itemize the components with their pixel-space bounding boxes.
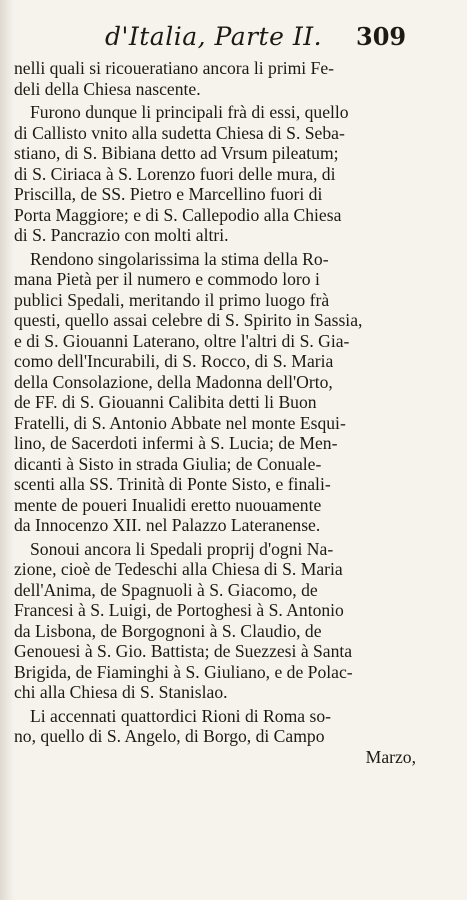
text-line: e di S. Giouanni Laterano, oltre l'altri di S. Gia- (14, 330, 350, 351)
text-line: Furono dunque li principali frà di essi, quello (30, 102, 349, 122)
text-line: Genouesi à S. Gio. Battista; de Suezzesi à Santa (14, 641, 353, 661)
text-line: stiano, di S. Bibiana detto ad Vrsum pileatum; (14, 143, 339, 163)
text-line: dell'Anima, de Spagnuoli à S. Giacomo, de (14, 579, 318, 600)
text-line: Brigida, de Fiaminghi à S. Giuliano, e de Polac- (14, 661, 353, 682)
text-line: Sonoui ancora li Spedali proprij d'ogni Na- (30, 538, 334, 559)
text-line: Rendono singolarissima la stima della Ro- (30, 248, 329, 269)
text-line: da Innocenzo XII. nel Palazzo Lateranense. (14, 515, 321, 535)
text-line: no, quello di S. Angelo, di Borgo, di Campo (14, 726, 325, 746)
text-line: Priscilla, de SS. Pietro e Marcellino fuori di (14, 184, 323, 204)
body-text (14, 58, 416, 770)
page-number: 309 (356, 22, 407, 51)
running-head: d'Italia, Parte II. (105, 22, 323, 51)
text-line: como dell'Incurabili, di S. Rocco, di S. Maria (14, 351, 334, 371)
text-line: deli della Chiesa nascente. (14, 78, 201, 99)
text-line: zione, cioè de Tedeschi alla Chiesa di S. Maria (14, 559, 343, 579)
text-line: Li accennati quattordici Rioni di Roma so- (30, 705, 331, 726)
text-line: Fratelli, di S. Antonio Abbate nel monte Esqui- (14, 412, 346, 433)
text-line: di S. Pancrazio con molti altri. (14, 225, 229, 245)
text-line: Porta Maggiore; e di S. Callepodio alla Chiesa (14, 204, 342, 225)
text-line: lino, de Sacerdoti infermi à S. Lucia; de Men- (14, 433, 338, 453)
paragraph-1 (14, 58, 416, 99)
text-line: dicanti à Sisto in strada Giulia; de Conuale- (14, 453, 322, 474)
catchword: Marzo, (365, 746, 416, 767)
text-line: della Consolazione, della Madonna dell'Orto, (14, 371, 333, 392)
page-header (0, 22, 467, 56)
text-line: de FF. di S. Giouanni Calibita detti li Buon (14, 392, 317, 412)
text-line: di Callisto vnito alla sudetta Chiesa di S. Seba- (14, 122, 345, 143)
paragraph-2 (14, 102, 416, 246)
page-gutter-shadow (0, 0, 14, 900)
paragraph-5 (14, 706, 416, 768)
paragraph-4 (14, 539, 416, 703)
text-line: di S. Ciriaca à S. Lorenzo fuori delle mura, di (14, 163, 336, 184)
text-line: questi, quello assai celebre di S. Spirito in Sassia, (14, 310, 363, 330)
paragraph-3 (14, 249, 416, 536)
text-line: da Lisbona, de Borgognoni à S. Claudio, de (14, 620, 322, 641)
text-line: Francesi à S. Luigi, de Portoghesi à S. Antonio (14, 600, 344, 620)
text-line: chi alla Chiesa di S. Stanislao. (14, 682, 228, 702)
text-line: nelli quali si ricoueratiano ancora li primi Fe- (14, 58, 335, 78)
text-line: publici Spedali, meritando il primo luogo frà (14, 289, 330, 310)
text-line: scenti alla SS. Trinità di Ponte Sisto, e finali- (14, 474, 331, 494)
text-line: mente de poueri Inualidi eretto nuouamente (14, 494, 322, 515)
text-line: mana Pietà per il numero e commodo loro i (14, 269, 320, 289)
